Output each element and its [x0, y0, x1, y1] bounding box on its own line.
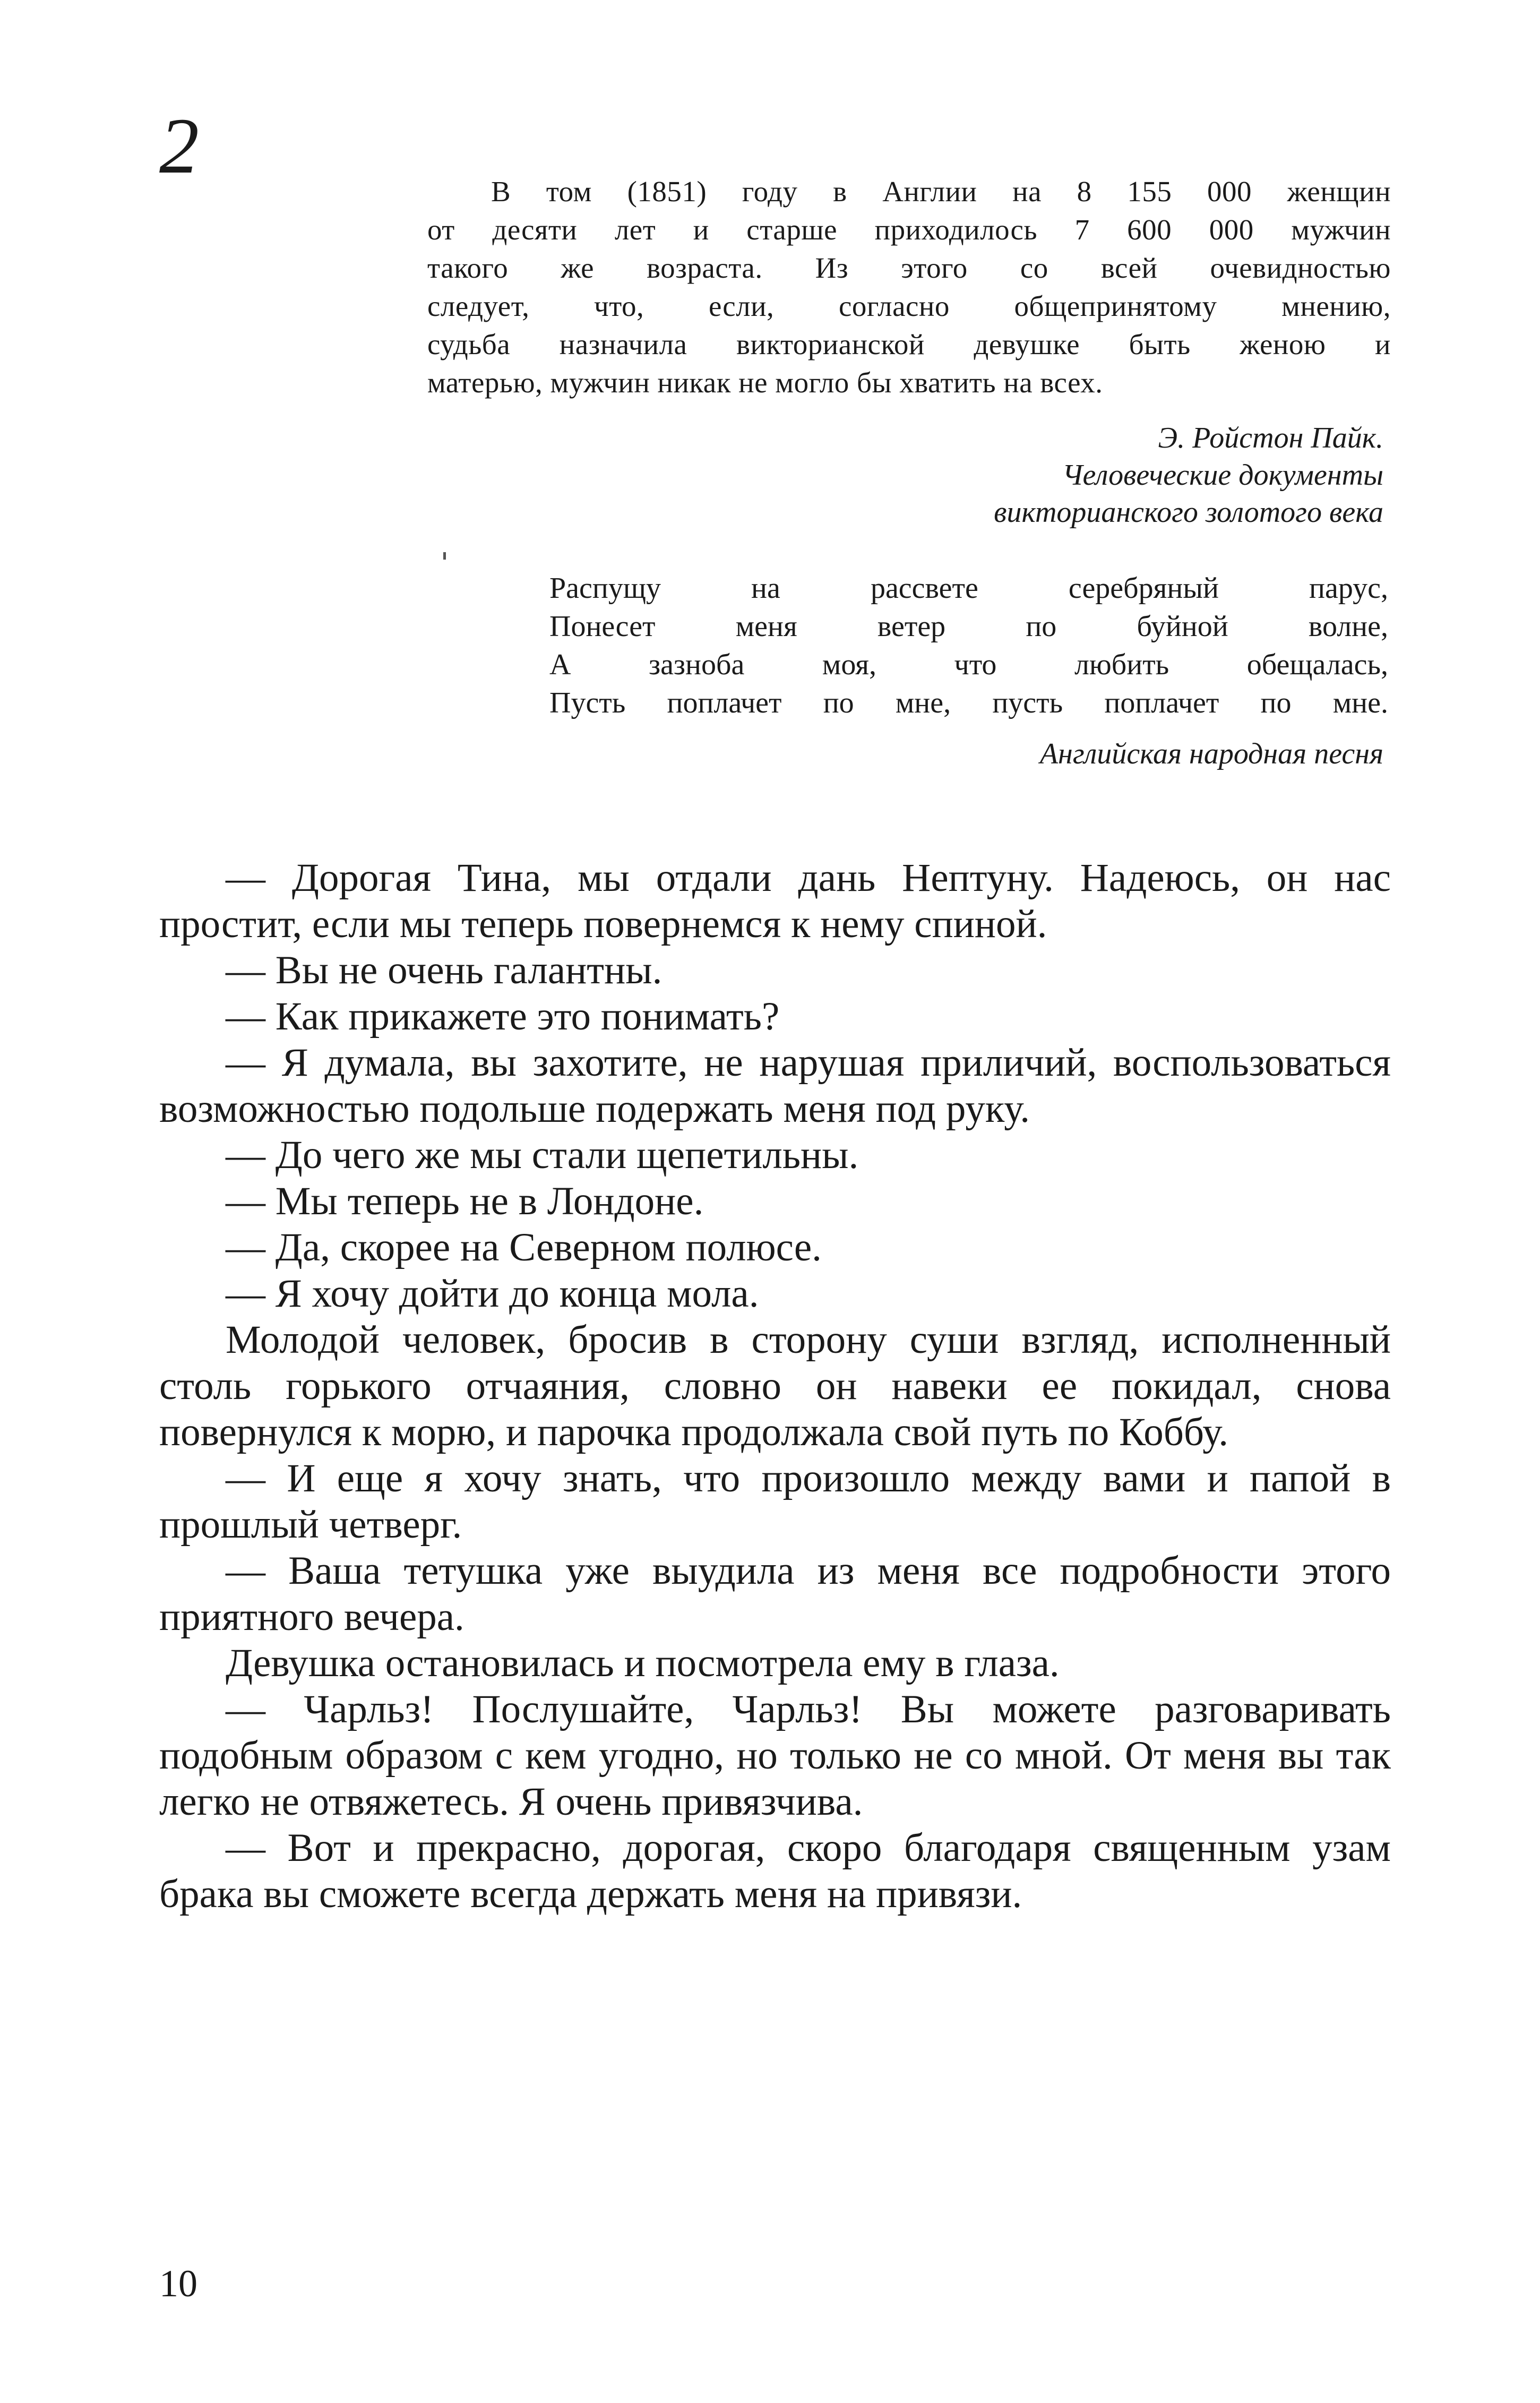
- epigraph-prose-attribution: [587, 419, 1383, 531]
- body-paragraph: — До чего же мы стали щепетильны.: [226, 1133, 859, 1177]
- body-paragraph: — Я хочу дойти до конца мола.: [226, 1272, 759, 1316]
- body-paragraph: — И еще я хочу знать, что произошло между вами и папой в прошлый четверг.: [159, 1456, 1391, 1547]
- epigraph-poem: [549, 569, 1388, 722]
- page-number: 10: [159, 2262, 197, 2305]
- chapter-body: [159, 855, 1391, 1917]
- poem-line: Понесет меня ветер по буйной волне,: [549, 610, 1388, 643]
- epigraph-prose-line: от десяти лет и старше приходилось 7 600 000 мужчин: [427, 213, 1391, 246]
- epigraph-prose-line: такого же возраста. Из этого со всей очевидностью: [427, 252, 1391, 284]
- body-paragraph: — Я думала, вы захотите, не нарушая приличий, воспользоваться возможностью подольше подержать меня под руку.: [159, 1041, 1391, 1131]
- body-paragraph: — Вы не очень галантны.: [226, 948, 663, 992]
- epigraph-prose-line: В том (1851) году в Англии на 8 155 000 женщин: [491, 175, 1391, 208]
- body-paragraph: — Чарльз! Послушайте, Чарльз! Вы можете разговаривать подобным образом с кем угодно, но только не со мной. От меня вы так легко не отвяжетесь. Я очень привязчива.: [159, 1687, 1391, 1824]
- body-paragraph: Молодой человек, бросив в сторону суши взгляд, исполненный столь горького отчаяния, словно он навеки ее покидал, снова повернулся к морю, и парочка продолжала свой путь по Коббу.: [159, 1318, 1391, 1454]
- attribution-author: Э. Ройстон Пайк.: [1158, 422, 1383, 454]
- print-mark: [443, 552, 446, 560]
- epigraph-prose: [427, 173, 1391, 402]
- body-paragraph: — Как прикажете это понимать?: [226, 994, 780, 1039]
- body-paragraph: — Да, скорее на Северном полюсе.: [226, 1225, 822, 1269]
- attribution-title-line: викторианского золотого века: [994, 496, 1383, 529]
- epigraph-poem-attribution: Английская народная песня: [1039, 737, 1383, 770]
- poem-line: А зазноба моя, что любить обещалась,: [549, 648, 1388, 681]
- body-paragraph: Девушка остановилась и посмотрела ему в глаза.: [226, 1641, 1060, 1685]
- chapter-number: 2: [159, 102, 199, 190]
- poem-line: Распущу на рассвете серебряный парус,: [549, 572, 1388, 605]
- body-paragraph: — Вот и прекрасно, дорогая, скоро благодаря священным узам брака вы сможете всегда держать меня на привязи.: [159, 1826, 1391, 1916]
- epigraph-prose-line: матерью, мужчин никак не могло бы хватить на всех.: [427, 366, 1103, 399]
- epigraph-prose-line: следует, что, если, согласно общепринятому мнению,: [427, 290, 1391, 322]
- body-paragraph: — Дорогая Тина, мы отдали дань Нептуну. Надеюсь, он нас простит, если мы теперь повернемся к нему спиной.: [159, 856, 1391, 946]
- epigraph-prose-line: судьба назначила викторианской девушке быть женою и: [427, 328, 1391, 361]
- body-paragraph: — Мы теперь не в Лондоне.: [226, 1179, 704, 1223]
- attribution-title-line: Человеческие документы: [1062, 459, 1383, 492]
- poem-line: Пусть поплачет по мне, пусть поплачет по мне.: [549, 686, 1388, 719]
- body-paragraph: — Ваша тетушка уже выудила из меня все подробности этого приятного вечера.: [159, 1549, 1391, 1639]
